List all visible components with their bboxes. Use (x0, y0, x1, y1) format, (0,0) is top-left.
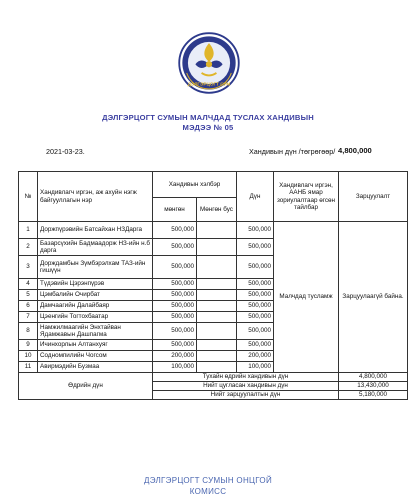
donation-total-label: Хандивын дүн /төгрөгөөр/ (249, 147, 336, 156)
col-header-no: № (19, 172, 38, 222)
cash-amount: 500,000 (153, 279, 197, 290)
donor-name: Ичинхорлын Алтанхуяг (38, 340, 153, 351)
col-header-spending: Зарцуулалт (339, 172, 408, 222)
purpose-cell: Малчдад тусламж (274, 222, 339, 373)
col-header-noncash: Мөнгөн бус (197, 198, 237, 222)
col-header-purpose: Хандивлагч иргэн, ААНБ ямар зориулалтаар өгсөн тайлбар (274, 172, 339, 222)
donor-name: Намжилмаагийн Энхтайван Ядамжавын Дашпагма (38, 323, 153, 340)
cash-amount: 500,000 (153, 312, 197, 323)
noncash-amount (197, 312, 237, 323)
row-sum: 500,000 (237, 222, 274, 239)
report-date: 2021-03-23. (46, 147, 85, 156)
totals-label: Нийт цугласан хандивын дүн (153, 382, 339, 391)
col-header-sum: Дүн (237, 172, 274, 222)
row-sum: 500,000 (237, 323, 274, 340)
logo-text: ДЭЛГЭРЦОГТ СУМ (187, 81, 231, 87)
donor-name: Цэмбалийн Очирбат (38, 290, 153, 301)
totals-label: Тухайн өдрийн хандивын дүн (153, 373, 339, 382)
noncash-amount (197, 362, 237, 373)
footer-org-line2: КОМИСС (189, 487, 227, 496)
row-sum: 500,000 (237, 239, 274, 256)
row-number: 3 (19, 256, 38, 279)
table-row (19, 222, 408, 239)
row-number: 5 (19, 290, 38, 301)
col-header-cash: мөнгөн (153, 198, 197, 222)
row-number: 2 (19, 239, 38, 256)
noncash-amount (197, 279, 237, 290)
row-number: 10 (19, 351, 38, 362)
noncash-amount (197, 351, 237, 362)
col-header-form: Хандивын хэлбэр (153, 172, 237, 198)
row-number: 9 (19, 340, 38, 351)
document-title: ДЭЛГЭРЦОГТ СУМЫН МАЛЧДАД ТУСЛАХ ХАНДИВЫН (102, 113, 314, 122)
cash-amount: 500,000 (153, 222, 197, 239)
spending-cell: Зарцуулаагүй байна. (339, 222, 408, 373)
cash-amount: 500,000 (153, 301, 197, 312)
noncash-amount (197, 323, 237, 340)
totals-label: Нийт зарцуулалтын дүн (153, 391, 339, 400)
row-sum: 100,000 (237, 362, 274, 373)
row-sum: 500,000 (237, 279, 274, 290)
cash-amount: 500,000 (153, 239, 197, 256)
noncash-amount (197, 301, 237, 312)
cash-amount: 500,000 (153, 323, 197, 340)
donor-name: Дорждамбын Зүмбэрэлхам ТАЗ-ийн гишүүн (38, 256, 153, 279)
header-row (19, 172, 408, 198)
totals-value: 5,180,000 (339, 391, 408, 400)
row-sum: 200,000 (237, 351, 274, 362)
donor-name: Түдэвийн Цэрэнпүрэв (38, 279, 153, 290)
donor-name: Содномпилийн Чогсом (38, 351, 153, 362)
donation-total-value: 4,800,000 (338, 146, 372, 155)
sum-emblem-logo (178, 32, 240, 94)
row-sum: 500,000 (237, 301, 274, 312)
row-number: 1 (19, 222, 38, 239)
row-sum: 500,000 (237, 256, 274, 279)
row-number: 8 (19, 323, 38, 340)
row-sum: 500,000 (237, 312, 274, 323)
daily-total-group-label: Өдрийн дүн (19, 373, 153, 400)
donation-table (18, 171, 408, 400)
donor-name: Базарсүхийн Бадмаадорж НЗ-ийн н.б дарга (38, 239, 153, 256)
totals-value: 13,430,000 (339, 382, 408, 391)
cash-amount: 200,000 (153, 351, 197, 362)
donor-name: Дамчаагийн Далайбаяр (38, 301, 153, 312)
noncash-amount (197, 340, 237, 351)
cash-amount: 100,000 (153, 362, 197, 373)
totals-value: 4,800,000 (339, 373, 408, 382)
cash-amount: 500,000 (153, 340, 197, 351)
donor-name: Авирмэдийн Бузмаа (38, 362, 153, 373)
noncash-amount (197, 222, 237, 239)
row-number: 11 (19, 362, 38, 373)
footer-org-line1: ДЭЛГЭРЦОГТ СУМЫН ОНЦГОЙ (144, 476, 272, 485)
noncash-amount (197, 239, 237, 256)
cash-amount: 500,000 (153, 290, 197, 301)
row-number: 4 (19, 279, 38, 290)
document-number: МЭДЭЭ № 05 (182, 123, 234, 132)
row-number: 6 (19, 301, 38, 312)
donor-name: Цэенгийн Тогтохбаатар (38, 312, 153, 323)
col-header-donor: Хандивлагч иргэн, аж ахуйн нэгж байгууллагын нэр (38, 172, 153, 222)
totals-row (19, 373, 408, 382)
row-sum: 500,000 (237, 290, 274, 301)
donor-name: Доржпүрэвийн Батсайхан НЗДарга (38, 222, 153, 239)
noncash-amount (197, 290, 237, 301)
row-number: 7 (19, 312, 38, 323)
cash-amount: 500,000 (153, 256, 197, 279)
noncash-amount (197, 256, 237, 279)
row-sum: 500,000 (237, 340, 274, 351)
